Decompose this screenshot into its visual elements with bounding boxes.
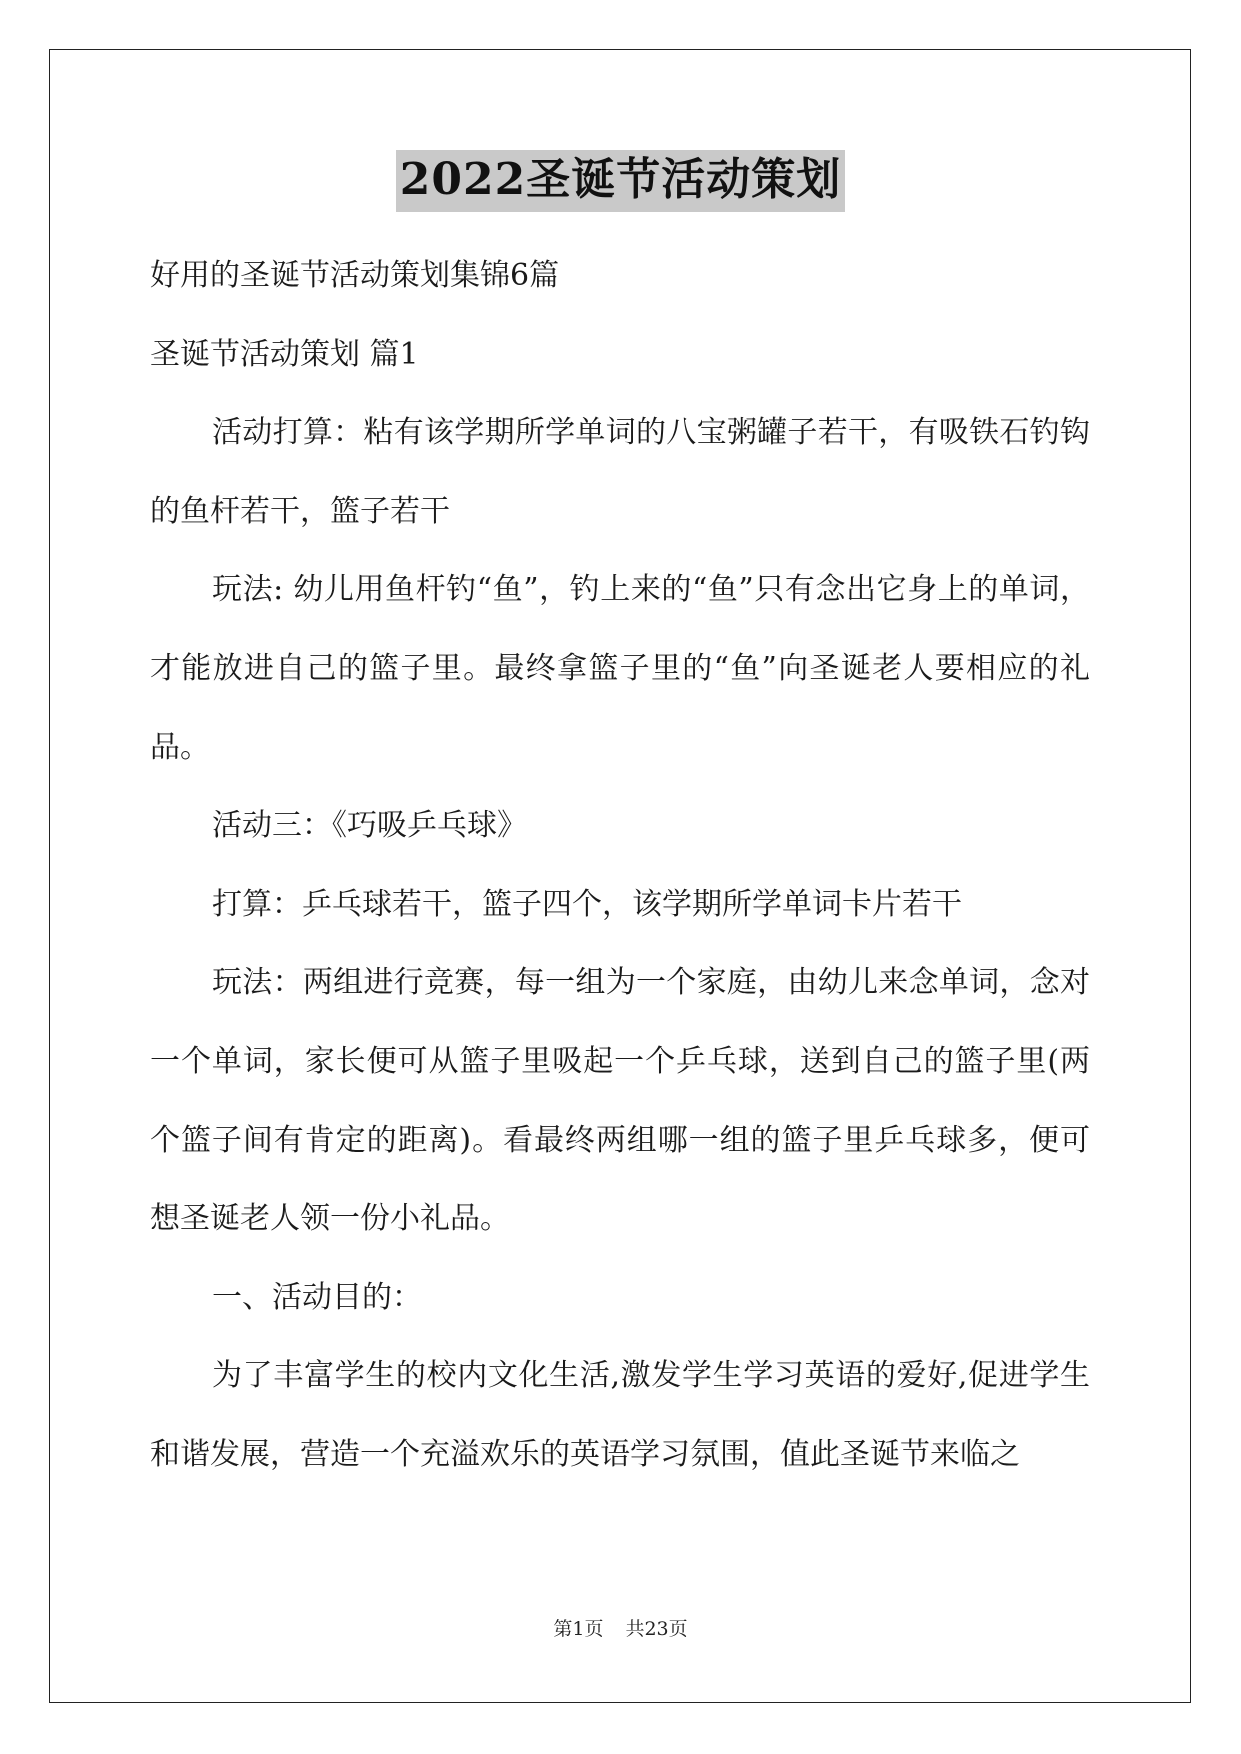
title-container (0, 150, 1241, 212)
paragraph: 为了丰富学生的校内文化生活,激发学生学习英语的爱好,促进学生和谐发展，营造一个充溢欢乐的英语学习氛围，值此圣诞节来临之 (150, 1358, 1090, 1472)
paragraph: 活动三：《巧吸乒乓球》 (212, 808, 527, 844)
page-number: 第1页 (553, 1618, 604, 1640)
paragraph: 圣诞节活动策划 篇1 (150, 336, 419, 372)
paragraph: 打算：乒乓球若干，篮子四个，该学期所学单词卡片若干 (212, 886, 962, 922)
paragraph: 玩法：两组进行竞赛，每一组为一个家庭，由幼儿来念单词，念对一个单词，家长便可从篮子里吸起一个乒乓球，送到自己的篮子里(两个篮子间有肯定的距离)。看最终两组哪一组的篮子里乒乓球多，便可想圣诞老人领一份小礼品。 (150, 965, 1090, 1237)
page-footer (0, 1614, 1241, 1641)
document-title: 2022圣诞节活动策划 (396, 150, 845, 212)
page-total: 共23页 (625, 1618, 688, 1640)
paragraph: 玩法: 幼儿用鱼杆钓“鱼”，钓上来的“鱼”只有念出它身上的单词，才能放进自己的篮子里。最终拿篮子里的“鱼”向圣诞老人要相应的礼品。 (150, 572, 1090, 765)
paragraph: 一、活动目的： (212, 1279, 422, 1315)
paragraph: 好用的圣诞节活动策划集锦6篇 (150, 258, 560, 293)
paragraph: 活动打算：粘有该学期所学单词的八宝粥罐子若干，有吸铁石钓钩的鱼杆若干，篮子若干 (150, 415, 1090, 529)
document-body (150, 237, 1090, 1495)
